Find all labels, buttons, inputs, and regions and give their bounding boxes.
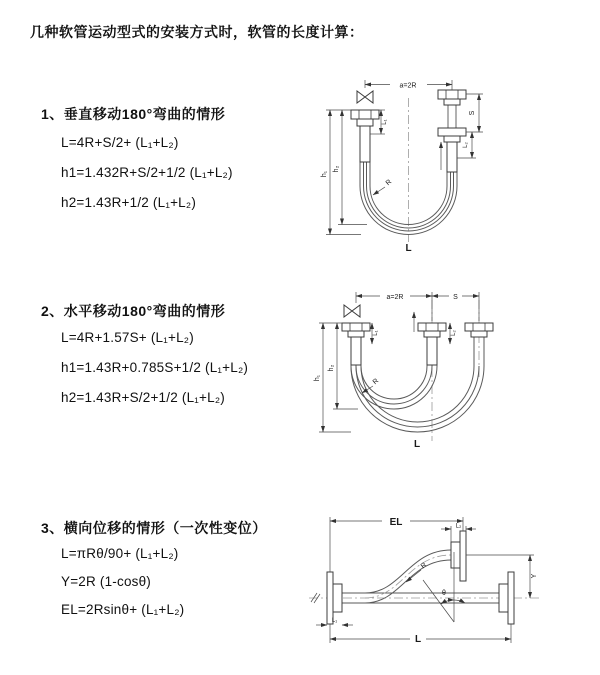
dim-label-l1: L₁ (373, 330, 379, 336)
right-fitting (438, 90, 466, 172)
hose-u-bend-initial (351, 365, 437, 409)
hose-u-bend-shifted (351, 337, 484, 432)
valve-icon (357, 91, 373, 103)
diagram-vertical-180-bend (315, 74, 530, 254)
dim-label-l2: L₂ (463, 142, 469, 148)
dim-a2r (356, 292, 479, 322)
dim-label-l: L (405, 243, 412, 254)
dim-label-s: S (453, 294, 458, 301)
radius-leader (406, 570, 421, 582)
dim-label-s: S (469, 110, 476, 116)
dim-h1 (326, 110, 361, 235)
radius-leader (373, 187, 385, 195)
right-flange-original (499, 572, 514, 624)
dim-label-l2: L₂ (451, 330, 457, 336)
section2-formula-L: L=4R+1.57S+ (L₁+L₂) (61, 330, 194, 345)
section1-formula-h1: h1=1.432R+S/2+1/2 (L₁+L₂) (61, 165, 233, 180)
dim-label-l2: L₂ (455, 523, 462, 530)
dim-label-a2r: a=2R (399, 82, 417, 90)
section1-heading: 1、垂直移动180°弯曲的情形 (41, 106, 226, 122)
upper-right-flange (451, 531, 466, 581)
dim-label-h2: h₂ (333, 165, 340, 173)
dim-label-h1: h₁ (321, 170, 328, 178)
dim-label-el: EL (389, 517, 403, 528)
diagram-horizontal-180-bend (310, 286, 538, 451)
dim-label-r: R (371, 377, 381, 387)
section3-formula-Y: Y=2R (1-cosθ) (61, 574, 152, 589)
section3-formula-EL: EL=2Rsinθ+ (L₁+L₂) (61, 602, 185, 617)
section1-formula-L: L=4R+S/2+ (L₁+L₂) (61, 135, 179, 150)
dim-label-r: R (419, 561, 429, 571)
left-fitting (351, 110, 379, 162)
valve-icon (344, 305, 360, 317)
right-fitting-shifted (465, 323, 493, 337)
left-flange (327, 572, 342, 624)
dim-label-r: R (384, 178, 394, 188)
dim-label-h1: h₁ (314, 374, 321, 382)
dim-label-l1: L₁ (331, 618, 338, 624)
dim-h1 (319, 323, 351, 432)
hose-s-curve (365, 550, 451, 603)
middle-fitting (418, 323, 446, 365)
dim-label-a2r: a=2R (386, 294, 404, 301)
section2-formula-h2: h2=1.43R+S/2+1/2 (L₁+L₂) (61, 390, 225, 405)
dim-label-l: L (413, 439, 421, 450)
left-fitting (342, 323, 370, 365)
dim-label-theta: θ (442, 590, 446, 597)
section3-heading: 3、横向位移的情形（一次性变位） (41, 520, 267, 536)
section2-formula-h1: h1=1.43R+0.785S+1/2 (L₁+L₂) (61, 360, 249, 375)
dim-label-l1: L₁ (382, 119, 388, 125)
page-title: 几种软管运动型式的安装方式时，软管的长度计算： (30, 24, 364, 40)
dim-label-l: L (414, 634, 422, 645)
diagram-lateral-displacement (303, 510, 548, 652)
section1-formula-h2: h2=1.43R+1/2 (L₁+L₂) (61, 195, 197, 210)
section2-heading: 2、水平移动180°弯曲的情形 (41, 303, 226, 319)
section3-formula-L: L=πRθ/90+ (L₁+L₂) (61, 546, 179, 561)
dim-label-h2: h₂ (328, 364, 335, 372)
dim-label-y: Y (531, 573, 538, 579)
